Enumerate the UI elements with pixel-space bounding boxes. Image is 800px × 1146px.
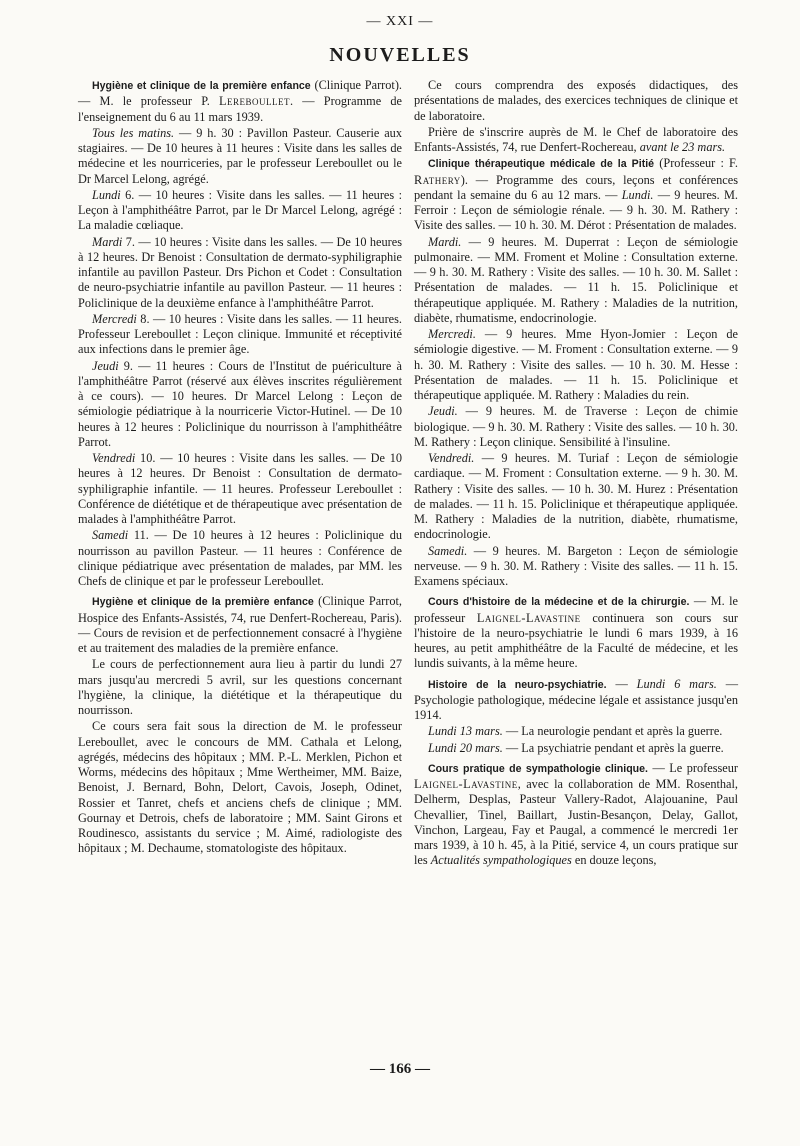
professor-name: Laignel-Lavastine <box>414 777 518 791</box>
date-label: Lundi 6 mars. <box>636 676 717 691</box>
paragraph-pitie-jeudi: Jeudi. — 9 heures. M. de Traverse : Leçon de chimie biologique. — 9 h. 30. M. Rathery : Visite des salles. — 10 h. 30. M. Rathery : Leçon clinique. Sensibilité à l'insuline. <box>414 404 738 449</box>
paragraph-contenu-cours: Ce cours comprendra des exposés didactiques, des présentations de malades, des exercices techniques de clinique et de laboratoire. <box>414 78 738 123</box>
day-label: Mercredi. <box>428 327 476 341</box>
section-folio: — XXI — <box>366 14 434 29</box>
paragraph-heading: Clinique thérapeutique médicale de la Pitié <box>428 158 655 171</box>
deadline: avant le 23 mars. <box>639 140 726 154</box>
day-label: Mardi <box>92 234 123 249</box>
paragraph-samedi: Samedi 11. — De 10 heures à 12 heures : Policlinique du nourrisson au pavillon Pasteur. — 11 heures : Conférence de clinique pédiatrique avec présentation de malades, par MM. les Chefs de clinique et par le professeur Lereboullet. <box>78 528 402 588</box>
day-label: Vendredi <box>92 451 136 465</box>
date-label: Lundi 13 mars. <box>428 724 503 739</box>
day-label: Vendredi. <box>428 451 475 465</box>
day-label: Lundi. <box>621 187 654 202</box>
day-label: Jeudi <box>92 358 119 373</box>
paragraph-heading: Hygiène et clinique de la première enfance <box>92 596 314 609</box>
paragraph-pitie-mardi: Mardi. — 9 heures. M. Duperrat : Leçon de sémiologie pulmonaire. — MM. Froment et Moline : Consultation externe. — 9 h. 30. M. Rathery : Visite des salles. — 10 h. 30. M. Sallet : Présentation de malades. — 11 h. 15. Policlinique et thérapeutique appliquée. M. Rathery : Maladies de la nutrition, diabète, rhumatisme, endocrinologie. <box>414 234 738 325</box>
paragraph-pitie-samedi: Samedi. — 9 heures. M. Bargeton : Leçon de sémiologie nerveuse. — 9 h. 30. M. Rathery : Visite des salles. — 11 h. 15. Examens spéciaux. <box>414 543 738 588</box>
paragraph-heading: Cours d'histoire de la médecine et de la chirurgie. <box>428 596 690 609</box>
date-label: Lundi 20 mars. <box>428 740 503 755</box>
paragraph-mercredi: Mercredi 8. — 10 heures : Visite dans les salles. — 11 heures. Professeur Lereboullet : Leçon clinique. Immunité et réceptivité aux infections dans le premier âge. <box>78 311 402 357</box>
paragraph-heading: Hygiène et clinique de la première enfance <box>92 80 311 92</box>
professor-name: Rathery <box>414 172 461 187</box>
paragraph-vendredi: Vendredi 10. — 10 heures : Visite dans les salles. — De 10 heures à 12 heures. Dr Benoist : Consultation de dermato-syphiligraphie infantile. — 11 heures. Professeur Lereboullet : Conférence de diététique et de thérapeutique avec présentation de malades à l'amphithéâtre Parrot. <box>78 451 402 526</box>
day-label: Mardi. <box>428 234 462 249</box>
paragraph-cours-perfectionnement: Le cours de perfectionnement aura lieu à partir du lundi 27 mars jusqu'au mercredi 5 avril, sur les questions concernant l'hygiène, la clinique, la diététique et la thérapeutique du nourrisson. <box>78 657 402 717</box>
day-label: Jeudi. <box>428 404 458 419</box>
day-label: Samedi. <box>428 543 468 558</box>
paragraph-heading: Cours pratique de sympathologie clinique. <box>428 762 648 775</box>
paragraph-direction-cours: Ce cours sera fait sous la direction de M. le professeur Lereboullet, avec le concours de MM. Cathala et Lelong, agrégés, médecins des hôpitaux ; MM. P.-L. Merklen, Pichon et Worms, médecins des hôpitaux ; Mme Wertheimer, MM. Baize, Benoist, J. Bernard, Bohn, Delort, Cavois, Joseph, Odinet, Rossier et Tanret, chefs et anciens chefs de clinique ; MM. Gournay et Detrois, chefs de laboratoire ; MM. Saint Girons et Roudinesco, assistants du service ; M. Aimé, radiologiste des hôpitaux ; M. Dechaume, stomatologiste des hôpitaux. <box>78 719 402 856</box>
left-column <box>78 78 402 857</box>
professor-name: Laignel-Lavastine <box>476 610 581 625</box>
professor-name: Lereboullet <box>219 94 291 109</box>
paragraph-pitie-vendredi: Vendredi. — 9 heures. M. Turiaf : Leçon de sémiologie cardiaque. — M. Froment : Consultation externe. — 9 h. 30. M. Rathery : Visite des salles. — 10 h. 30. M. Hurez : Présentation de malades. — 11 h. 15. Policlinique et thérapeutique appliquée. M. Rathery : Maladies de la nutrition, diabète, rhumatisme, endocrinologie. <box>414 451 738 542</box>
page-number: — 166 — <box>370 1061 430 1077</box>
paragraph-sympathologie: Cours pratique de sympathologie clinique. — Le professeur Laignel-Lavastine, avec la collaboration de MM. Rosenthal, Delherm, Desplas, Pasteur Vallery-Radot, Alajouanine, Paul Chevallier, Tinel, Baillart, Justin-Besançon, Delay, Gallot, Vinchon, Largeau, Fay et Paugal, a commencé le mercredi 1er mars 1939, à 10 h. 45, à la Pitié, service 4, un cours pratique sur les Actualités sympathologiques en douze leçons, <box>414 760 738 868</box>
paragraph-histoire-neuro: Histoire de la neuro-psychiatrie. — Lundi 6 mars. — Psychologie pathologique, médecine légale et assistance jusqu'en 1914. <box>414 676 739 722</box>
paragraph-inscription: Prière de s'inscrire auprès de M. le Chef de laboratoire des Enfants-Assistés, 74, rue Denfert-Rochereau, avant le 23 mars. <box>414 124 738 154</box>
day-label: Mercredi <box>92 311 137 326</box>
paragraph-lundi: Lundi 6. — 10 heures : Visite dans les salles. — 11 heures : Leçon à l'amphithéâtre Parrot, par le Dr Marcel Lelong, agrégé : La maladie cœliaque. <box>78 187 402 233</box>
paragraph-pitie-mercredi: Mercredi. — 9 heures. Mme Hyon-Jomier : Leçon de sémiologie digestive. — M. Froment : Consultation externe. — 9 h. 30. M. Rathery : Visite des salles. — 10 h. 30. M. Hesse : Présentation de malades. — 11 h. 15. Policlinique et thérapeutique appliquée. M. Rathery : Maladies du rein. <box>414 327 738 402</box>
paragraph-hygiene-programme: Hygiène et clinique de la première enfance (Clinique Parrot). — M. le professeur P. Lereboullet. — Programme de l'enseignement du 6 au 11 mars 1939. <box>78 78 402 124</box>
paragraph-jeudi: Jeudi 9. — 11 heures : Cours de l'Institut de puériculture à l'amphithéâtre Parrot (réservé aux élèves inscrites régulièrement à ce cours). — 10 heures. Dr Marcel Lelong : Leçon de sémiologie pédiatrique à la nourricerie Victor-Hutinel. — De 10 heures à 12 heures : Policlinique du nourrisson à l'amphithéâtre Parrot. <box>78 358 402 449</box>
paragraph-tous-les-matins: Tous les matins. — 9 h. 30 : Pavillon Pasteur. Causerie aux stagiaires. — De 10 heures à 11 heures : Visite dans les salles de médecine et les nourriceries, par le professeur Lereboullet ou le Dr Marcel Lelong, agrégé. <box>78 125 402 186</box>
day-label: Tous les matins. <box>92 125 175 140</box>
paragraph-lundi-20: Lundi 20 mars. — La psychiatrie pendant et après la guerre. <box>428 740 724 755</box>
course-title: Actualités sympathologiques <box>430 853 572 868</box>
section-title: NOUVELLES <box>329 44 471 66</box>
paragraph-lundi-13: Lundi 13 mars. — La neurologie pendant et après la guerre. <box>428 724 723 739</box>
day-label: Samedi <box>92 528 129 543</box>
day-label: Lundi <box>92 187 121 202</box>
paragraph-clinique-pitie: Clinique thérapeutique médicale de la Pitié (Professeur : F. Rathery). — Programme des cours, leçons et conférences pendant la semaine du 6 au 12 mars. — Lundi. — 9 heures. M. Ferroir : Leçon de sémiologie rénale. — 9 h. 30. M. Rathery : Visite des salles. — 10 h. 30. M. Dérot : Présentation de malades. <box>414 156 738 233</box>
paragraph-hygiene-revision: Hygiène et clinique de la première enfance (Clinique Parrot, Hospice des Enfants-Assistés, 74, rue Denfert-Rochereau, Paris). — Cours de revision et de perfectionnement consacré à l'hygiène et au traitement des maladies de la première enfance. <box>78 594 402 655</box>
paragraph-mardi: Mardi 7. — 10 heures : Visite dans les salles. — De 10 heures à 12 heures. Dr Benoist : Consultation de dermato-syphiligraphie infantile au pavillon Pasteur. Drs Pichon et Codet : Consultation de neuro-psychiatrie infantile au pavillon Pasteur. — 11 heures : Policlinique de la deuxième enfance à l'amphithéâtre Parrot. <box>78 234 402 310</box>
paragraph-heading: Histoire de la neuro-psychiatrie. <box>428 678 607 691</box>
paragraph-histoire-medecine: Cours d'histoire de la médecine et de la chirurgie. — M. le professeur Laignel-Lavastine continuera son cours sur l'histoire de la neuro-psychiatrie le lundi 6 mars 1939, à 16 heures, au petit amphithéâtre de la Faculté de médecine, et les lundis suivants, à la même heure. <box>414 594 738 671</box>
right-column <box>414 78 738 869</box>
